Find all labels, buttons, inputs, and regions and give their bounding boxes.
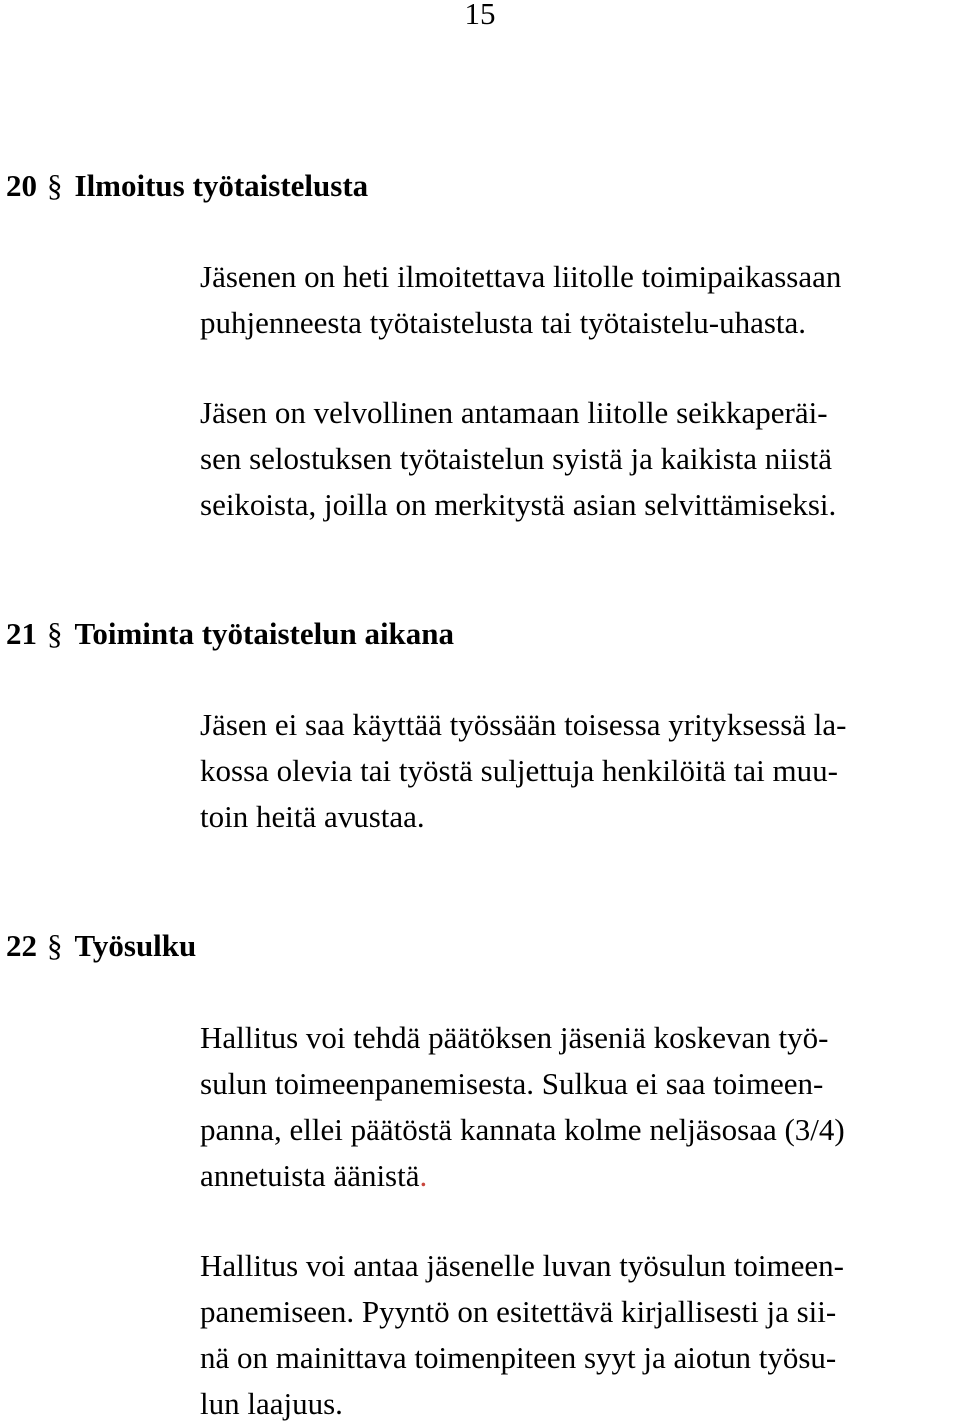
paragraph-20-2 (200, 390, 960, 528)
paragraph-line: nä on mainittava toimenpiteen syyt ja aiotun työsu- (200, 1340, 837, 1375)
paragraph-line: toin heitä avustaa. (200, 799, 425, 834)
trailing-period: . (419, 1158, 428, 1193)
paragraph-line (200, 1153, 960, 1199)
section-title: Ilmoitus työtaistelusta (74, 168, 369, 203)
paragraph-line-text: annetuista äänistä (200, 1158, 420, 1193)
paragraph-line: Hallitus voi tehdä päätöksen jäseniä koskevan työ- (200, 1020, 829, 1055)
paragraph-line: kossa olevia tai työstä suljettuja henkilöitä tai muu- (200, 753, 838, 788)
paragraph-22-1 (200, 1015, 960, 1199)
page-number: 15 (464, 0, 496, 31)
section-sign: § (47, 168, 63, 203)
section-number: 20 (6, 168, 37, 203)
paragraph-20-1 (200, 254, 960, 346)
section-sign: § (47, 928, 63, 963)
section-heading-21 (6, 614, 454, 654)
paragraph-line: puhjenneesta työtaistelusta tai työtaistelu-uhasta. (200, 305, 807, 340)
paragraph-line: panemiseen. Pyyntö on esitettävä kirjallisesti ja sii- (200, 1294, 837, 1329)
section-title: Työsulku (74, 928, 197, 963)
section-heading-20 (6, 166, 368, 206)
section-number: 22 (6, 928, 37, 963)
paragraph-line: panna, ellei päätöstä kannata kolme neljäsosaa (3/4) (200, 1112, 845, 1147)
paragraph-line: Jäsenen on heti ilmoitettava liitolle toimipaikassaan (200, 259, 842, 294)
paragraph-22-2 (200, 1243, 960, 1427)
section-sign: § (47, 616, 63, 651)
paragraph-line: lun laajuus. (200, 1386, 343, 1421)
paragraph-line: Jäsen on velvollinen antamaan liitolle seikkaperäi- (200, 395, 828, 430)
paragraph-line: sen selostuksen työtaistelun syistä ja kaikista niistä (200, 441, 832, 476)
section-title: Toiminta työtaistelun aikana (74, 616, 455, 651)
paragraph-line: sulun toimeenpanemisesta. Sulkua ei saa toimeen- (200, 1066, 824, 1101)
paragraph-21-1 (200, 702, 960, 840)
paragraph-line: Jäsen ei saa käyttää työssään toisessa yrityksessä la- (200, 707, 847, 742)
section-heading-22 (6, 926, 196, 966)
paragraph-line: seikoista, joilla on merkitystä asian selvittämiseksi. (200, 487, 837, 522)
section-number: 21 (6, 616, 37, 651)
paragraph-line: Hallitus voi antaa jäsenelle luvan työsulun toimeen- (200, 1248, 844, 1283)
